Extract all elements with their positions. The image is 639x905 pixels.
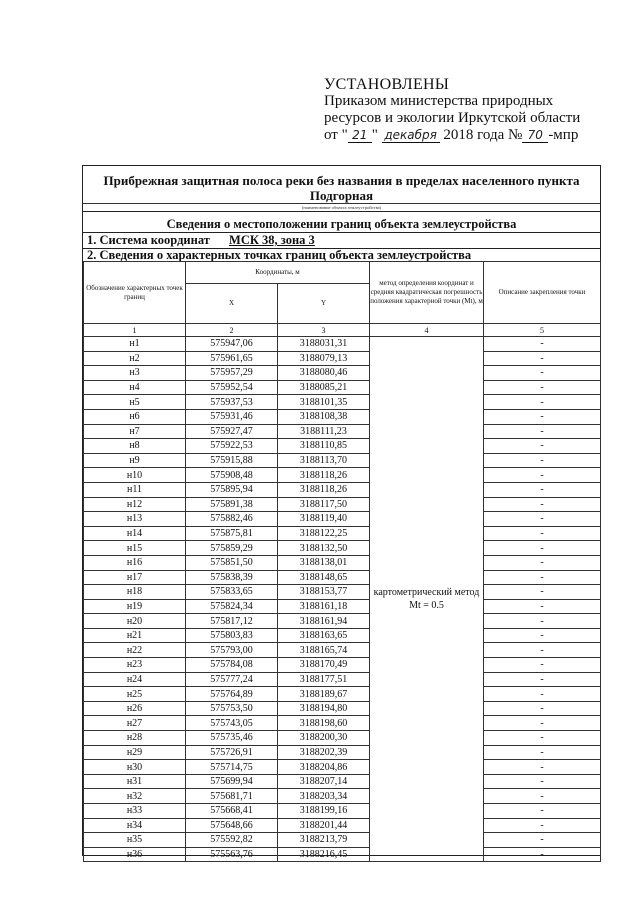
- cell-id: н3: [84, 366, 186, 381]
- cell-id: н8: [84, 439, 186, 454]
- cell-desc: -: [484, 395, 601, 410]
- cell-id: н27: [84, 716, 186, 731]
- col-number: 2: [186, 324, 278, 337]
- points-table: [83, 261, 601, 862]
- col-method-header: метод определения координат и средняя квадратическая погрешность положения характерной точки (Mt), м: [370, 262, 484, 324]
- cell-id: н18: [84, 585, 186, 600]
- document-frame: [82, 165, 601, 861]
- cell-id: н6: [84, 409, 186, 424]
- cell-x: 575743,05: [186, 716, 278, 731]
- table-row: [84, 818, 601, 833]
- handwritten-day: 21: [348, 129, 372, 143]
- cell-y: 3188213,79: [278, 833, 370, 848]
- approval-title: УСТАНОВЛЕНЫ: [324, 76, 450, 93]
- cell-id: н1: [84, 337, 186, 352]
- cell-x: 575882,46: [186, 512, 278, 527]
- cell-x: 575563,76: [186, 847, 278, 862]
- cell-y: 3188202,39: [278, 745, 370, 760]
- cell-x: 575784,08: [186, 658, 278, 673]
- cell-desc: -: [484, 409, 601, 424]
- cell-desc: -: [484, 380, 601, 395]
- cell-desc: -: [484, 789, 601, 804]
- col-number: 1: [84, 324, 186, 337]
- cell-desc: -: [484, 526, 601, 541]
- cell-desc: -: [484, 482, 601, 497]
- cell-id: н35: [84, 833, 186, 848]
- cell-desc: -: [484, 541, 601, 556]
- cell-y: 3188177,51: [278, 672, 370, 687]
- col-fixing-header: Описание закрепления точки: [484, 262, 601, 324]
- cell-y: 3188199,16: [278, 804, 370, 819]
- cell-y: 3188161,94: [278, 614, 370, 629]
- cell-id: н31: [84, 774, 186, 789]
- cell-y: 3188148,65: [278, 570, 370, 585]
- cell-id: н26: [84, 701, 186, 716]
- section-title: Сведения о местоположении границ объекта землеустройства: [166, 217, 517, 231]
- cell-desc: -: [484, 614, 601, 629]
- table-row: [84, 570, 601, 585]
- table-row: [84, 701, 601, 716]
- cell-id: н34: [84, 818, 186, 833]
- cell-desc: -: [484, 439, 601, 454]
- table-row: [84, 716, 601, 731]
- cell-y: 3188201,44: [278, 818, 370, 833]
- coord-system-value: МСК 38, зона 3: [229, 233, 315, 247]
- table-row: [84, 424, 601, 439]
- cell-desc: -: [484, 658, 601, 673]
- cell-id: н36: [84, 847, 186, 862]
- cell-x: 575735,46: [186, 731, 278, 746]
- cell-desc: -: [484, 497, 601, 512]
- cell-y: 3188200,30: [278, 731, 370, 746]
- table-row: [84, 804, 601, 819]
- cell-x: 575915,88: [186, 453, 278, 468]
- table-row: [84, 774, 601, 789]
- cell-y: 3188111,23: [278, 424, 370, 439]
- cell-x: 575947,06: [186, 337, 278, 352]
- cell-id: н24: [84, 672, 186, 687]
- cell-id: н32: [84, 789, 186, 804]
- approval-date-line: [324, 127, 624, 144]
- document-title: Прибрежная защитная полоса реки без названия в пределах населенного пункта Подгорная: [103, 173, 580, 203]
- table-row: [84, 687, 601, 702]
- cell-x: 575817,12: [186, 614, 278, 629]
- cell-x: 575753,50: [186, 701, 278, 716]
- col-number: 3: [278, 324, 370, 337]
- points-section-title: 2. Сведения о характерных точках границ объекта землеустройства: [87, 248, 472, 262]
- cell-y: 3188113,70: [278, 453, 370, 468]
- cell-desc: -: [484, 701, 601, 716]
- cell-desc: -: [484, 366, 601, 381]
- points-table-body: [84, 337, 601, 862]
- cell-id: н33: [84, 804, 186, 819]
- table-row: [84, 482, 601, 497]
- cell-y: 3188165,74: [278, 643, 370, 658]
- cell-y: 3188117,50: [278, 497, 370, 512]
- cell-desc: -: [484, 833, 601, 848]
- table-row: [84, 439, 601, 454]
- col-y-header: Y: [278, 284, 370, 324]
- table-row: [84, 541, 601, 556]
- cell-y: 3188216,45: [278, 847, 370, 862]
- cell-y: 3188203,34: [278, 789, 370, 804]
- cell-y: 3188031,31: [278, 337, 370, 352]
- cell-x: 575793,00: [186, 643, 278, 658]
- order-suffix: -мпр: [548, 127, 579, 143]
- cell-id: н17: [84, 570, 186, 585]
- cell-y: 3188194,80: [278, 701, 370, 716]
- cell-desc: -: [484, 599, 601, 614]
- table-row: [84, 672, 601, 687]
- cell-x: 575875,81: [186, 526, 278, 541]
- cell-id: н23: [84, 658, 186, 673]
- cell-y: 3188118,26: [278, 468, 370, 483]
- approval-header: [324, 76, 624, 144]
- cell-desc: -: [484, 351, 601, 366]
- cell-id: н15: [84, 541, 186, 556]
- cell-x: 575961,65: [186, 351, 278, 366]
- col-number: 4: [370, 324, 484, 337]
- cell-desc: -: [484, 555, 601, 570]
- cell-x: 575648,66: [186, 818, 278, 833]
- cell-desc: -: [484, 818, 601, 833]
- cell-desc: -: [484, 585, 601, 600]
- table-row: [84, 366, 601, 381]
- table-row: [84, 643, 601, 658]
- table-row: [84, 585, 601, 600]
- table-row: [84, 847, 601, 862]
- cell-id: н13: [84, 512, 186, 527]
- cell-y: 3188108,38: [278, 409, 370, 424]
- cell-id: н16: [84, 555, 186, 570]
- cell-y: 3188079,13: [278, 351, 370, 366]
- cell-desc: -: [484, 760, 601, 775]
- coord-system-row: [87, 233, 604, 248]
- cell-id: н4: [84, 380, 186, 395]
- cell-x: 575777,24: [186, 672, 278, 687]
- table-row: [84, 555, 601, 570]
- table-row: [84, 760, 601, 775]
- cell-desc: -: [484, 468, 601, 483]
- cell-id: н11: [84, 482, 186, 497]
- cell-id: н12: [84, 497, 186, 512]
- table-row: [84, 468, 601, 483]
- cell-desc: -: [484, 804, 601, 819]
- approval-line-3: ресурсов и экологии Иркутской области: [324, 110, 581, 126]
- table-row: [84, 745, 601, 760]
- cell-id: н21: [84, 628, 186, 643]
- table-row: [84, 731, 601, 746]
- cell-x: 575891,38: [186, 497, 278, 512]
- cell-x: 575592,82: [186, 833, 278, 848]
- handwritten-month: декабря: [382, 129, 440, 143]
- col-coords-header: Координаты, м: [186, 262, 370, 284]
- cell-y: 3188170,49: [278, 658, 370, 673]
- cell-desc: -: [484, 512, 601, 527]
- table-row: [84, 599, 601, 614]
- table-row: [84, 658, 601, 673]
- cell-x: 575937,53: [186, 395, 278, 410]
- year-text: 2018 года №: [443, 127, 523, 143]
- cell-x: 575833,65: [186, 585, 278, 600]
- cell-x: 575714,75: [186, 760, 278, 775]
- table-row: [84, 526, 601, 541]
- cell-x: 575726,91: [186, 745, 278, 760]
- table-row: [84, 453, 601, 468]
- cell-y: 3188110,85: [278, 439, 370, 454]
- cell-desc: -: [484, 424, 601, 439]
- cell-desc: -: [484, 716, 601, 731]
- table-row: [84, 409, 601, 424]
- cell-x: 575838,39: [186, 570, 278, 585]
- cell-x: 575895,94: [186, 482, 278, 497]
- cell-desc: -: [484, 687, 601, 702]
- cell-id: н5: [84, 395, 186, 410]
- date-prefix: от ": [324, 127, 348, 143]
- cell-x: 575922,53: [186, 439, 278, 454]
- handwritten-number: 70: [522, 129, 548, 143]
- cell-x: 575668,41: [186, 804, 278, 819]
- cell-y: 3188085,21: [278, 380, 370, 395]
- cell-x: 575681,71: [186, 789, 278, 804]
- cell-x: 575851,50: [186, 555, 278, 570]
- cell-id: н29: [84, 745, 186, 760]
- cell-id: н28: [84, 731, 186, 746]
- cell-x: 575764,89: [186, 687, 278, 702]
- cell-y: 3188189,67: [278, 687, 370, 702]
- cell-x: 575803,83: [186, 628, 278, 643]
- cell-desc: -: [484, 847, 601, 862]
- cell-id: н10: [84, 468, 186, 483]
- cell-x: 575927,47: [186, 424, 278, 439]
- table-row: [84, 789, 601, 804]
- cell-desc: -: [484, 453, 601, 468]
- col-number: 5: [484, 324, 601, 337]
- cell-id: н9: [84, 453, 186, 468]
- cell-desc: -: [484, 337, 601, 352]
- cell-y: 3188207,14: [278, 774, 370, 789]
- cell-desc: -: [484, 731, 601, 746]
- table-row: [84, 380, 601, 395]
- table-row: [84, 614, 601, 629]
- cell-y: 3188118,26: [278, 482, 370, 497]
- cell-x: 575824,34: [186, 599, 278, 614]
- cell-id: н19: [84, 599, 186, 614]
- cell-y: 3188101,35: [278, 395, 370, 410]
- table-row: [84, 833, 601, 848]
- cell-x: 575859,29: [186, 541, 278, 556]
- cell-y: 3188163,65: [278, 628, 370, 643]
- cell-desc: -: [484, 570, 601, 585]
- table-row: [84, 337, 601, 352]
- table-row: [84, 512, 601, 527]
- cell-y: 3188138,01: [278, 555, 370, 570]
- cell-desc: -: [484, 672, 601, 687]
- table-row: [84, 395, 601, 410]
- cell-desc: -: [484, 628, 601, 643]
- cell-y: 3188153,77: [278, 585, 370, 600]
- approval-line-2: Приказом министерства природных: [324, 93, 554, 109]
- cell-id: н20: [84, 614, 186, 629]
- cell-id: н30: [84, 760, 186, 775]
- divider: [83, 211, 600, 212]
- cell-desc: -: [484, 745, 601, 760]
- cell-id: н14: [84, 526, 186, 541]
- title-caption: (наименование объекта землеустройства): [83, 203, 600, 210]
- cell-id: н2: [84, 351, 186, 366]
- cell-y: 3188161,18: [278, 599, 370, 614]
- cell-desc: -: [484, 774, 601, 789]
- cell-id: н25: [84, 687, 186, 702]
- cell-y: 3188198,60: [278, 716, 370, 731]
- cell-x: 575908,48: [186, 468, 278, 483]
- cell-id: н22: [84, 643, 186, 658]
- cell-y: 3188122,25: [278, 526, 370, 541]
- cell-y: 3188080,46: [278, 366, 370, 381]
- date-quote: ": [371, 127, 378, 143]
- cell-y: 3188132,50: [278, 541, 370, 556]
- method-cell: картометрический метод Mt = 0.5: [370, 337, 484, 862]
- cell-desc: -: [484, 643, 601, 658]
- cell-x: 575952,54: [186, 380, 278, 395]
- table-row: [84, 497, 601, 512]
- table-row: [84, 351, 601, 366]
- cell-x: 575957,29: [186, 366, 278, 381]
- table-row: [84, 628, 601, 643]
- col-x-header: X: [186, 284, 278, 324]
- cell-y: 3188119,40: [278, 512, 370, 527]
- cell-x: 575699,94: [186, 774, 278, 789]
- cell-id: н7: [84, 424, 186, 439]
- coord-system-label: 1. Система координат: [87, 233, 210, 247]
- col-designation-header: Обозначение характерных точек границ: [84, 262, 186, 324]
- cell-y: 3188204,86: [278, 760, 370, 775]
- cell-x: 575931,46: [186, 409, 278, 424]
